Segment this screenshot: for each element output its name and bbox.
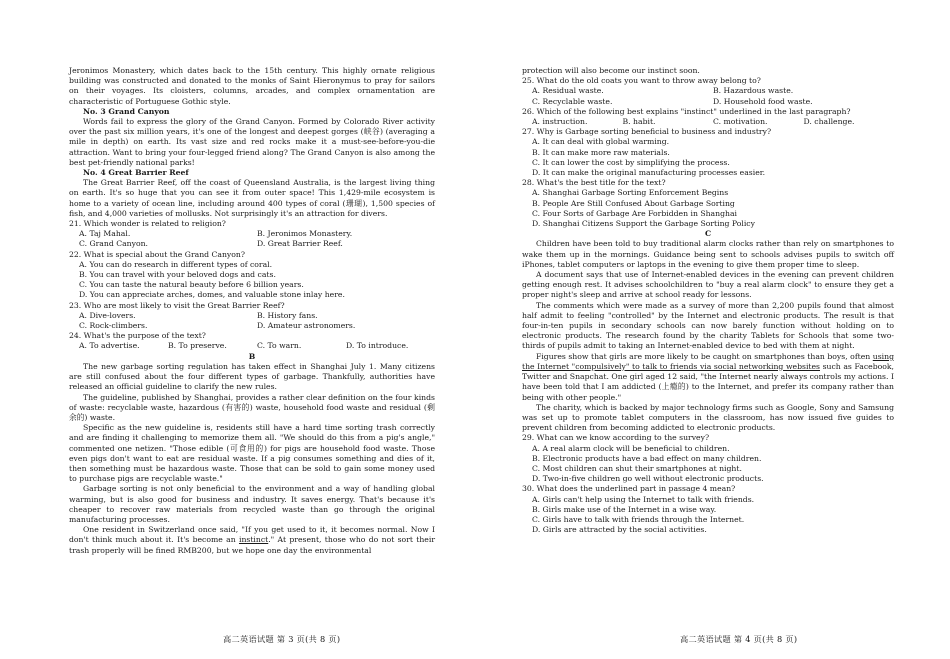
option-30-c: C. Girls have to talk with friends through the Internet. <box>532 514 745 524</box>
passage-b-paragraph-1: The new garbage sorting regulation has taken effect in Shanghai July 1. Many citizens are still confused about the four different types of garbage. Thankfully, authorities have released an official guideline to clarify the new rules. <box>69 361 435 392</box>
question-26: 26. Which of the following best explains "instinct" underlined in the last paragraph? <box>522 106 851 116</box>
option-22-c: C. You can taste the natural beauty before 6 billion years. <box>79 280 304 290</box>
option-26-b: B. habit. <box>622 117 656 127</box>
question-29: 29. What can we know according to the survey? <box>522 433 710 443</box>
paragraph-grand-canyon: Words fail to express the glory of the Grand Canyon. Formed by Colorado River activity over the past six million years, it's one of the longest and deepest gorges (峡谷) (averaging a mile in depth) on earth. Its vast size and red rocks make it a must-see-before-you-die attraction. Want to bring your four-legged friend along? The Grand Canyon is also among the best pet-friendly national parks! <box>69 117 435 167</box>
option-22-a: A. You can do research in different types of coral. <box>79 259 273 269</box>
option-30-a: A. Girls can't help using the Internet to talk with friends. <box>532 494 755 504</box>
passage-c-paragraph-3: The comments which were made as a survey of more than 2,200 pupils found that almost half admit to feeling "controlled" by the Internet and electronic products. The result is that four-in-ten pupils in secondary schools can now barely function without holding on to electronic products. The research found by the charity Tablets for Schools that some two-thirds of pupils admit to taking an Internet-enabled device to bed with them at night. <box>522 300 894 351</box>
passage-c-paragraph-5: The charity, which is backed by major technology firms such as Google, Sony and Samsung was set up to promote tablet computers in the classroom, has now issued five guides to prevent children from becoming addicted to electronic products. <box>522 402 894 433</box>
question-26-options <box>522 117 894 127</box>
question-23-options-row1 <box>69 311 435 321</box>
option-24-d: D. To introduce. <box>346 341 409 351</box>
paragraph-great-barrier-reef: The Great Barrier Reef, off the coast of Queensland Australia, is the largest living thing on earth. It's so huge that you can see it from outer space! This 1,429-mile ecosystem is home to a variety of ocean line, including around 400 types of coral (珊瑚), 1,500 species of fish, and 4,000 varieties of mollusks. Not surprisingly it's an attraction for divers. <box>69 178 435 218</box>
question-21: 21. Which wonder is related to religion? <box>69 219 226 229</box>
question-21-options-row1 <box>69 229 435 239</box>
option-29-d: D. Two-in-five children go well without electronic products. <box>532 474 764 484</box>
option-25-b: B. Hazardous waste. <box>713 86 794 96</box>
question-24-options <box>69 341 435 351</box>
passage-c-paragraph-4-start: Figures show that girls are more likely to be caught on smartphones than boys, often <box>536 351 873 361</box>
passage-c-paragraph-2: A document says that use of Internet-enabled devices in the evening can prevent children getting enough rest. It advises schoolchildren to "buy a real alarm clock" to ensure they get a proper night's sleep and arrive at school ready for lessons. <box>522 270 894 300</box>
option-21-c: C. Grand Canyon. <box>79 239 148 249</box>
question-23: 23. Who are most likely to visit the Great Barrier Reef? <box>69 300 285 310</box>
question-21-options-row2 <box>69 239 435 249</box>
heading-grand-canyon: No. 3 Grand Canyon <box>83 106 170 116</box>
option-23-d: D. Amateur astronomers. <box>257 321 356 331</box>
option-30-d: D. Girls are attracted by the social activities. <box>532 525 707 535</box>
option-25-a: A. Residual waste. <box>532 86 604 96</box>
left-column <box>69 66 435 556</box>
question-30: 30. What does the underlined part in passage 4 mean? <box>522 484 736 494</box>
passage-b-continuation: protection will also become our instinct soon. <box>522 66 700 75</box>
passage-b-paragraph-4: Garbage sorting is not only beneficial to the environment and a way of handling global warming, but is also good for business and industry. It saves energy. That's because it's cheaper to recover raw materials from recycled waste than go through the original manufacturing processes. <box>69 484 435 524</box>
option-26-d: D. challenge. <box>803 117 855 127</box>
option-26-a: A. instruction. <box>532 117 588 127</box>
question-25: 25. What do the old coats you want to throw away belong to? <box>522 76 761 86</box>
option-23-c: C. Rock-climbers. <box>79 321 148 331</box>
option-28-a: A. Shanghai Garbage Sorting Enforcement Begins <box>532 188 729 198</box>
option-24-c: C. To warn. <box>257 341 302 351</box>
question-24: 24. What's the purpose of the text? <box>69 331 206 341</box>
passage-c-paragraph-1: Children have been told to buy traditional alarm clocks rather than rely on smartphones to wake them up in the mornings. Guidance being sent to schools advises pupils to switch off iPhones, tablet computers or laptops in the evening to give them proper time to sleep. <box>522 239 894 269</box>
option-21-d: D. Great Barrier Reef. <box>257 239 343 249</box>
option-30-b: B. Girls make use of the Internet in a wise way. <box>532 504 717 514</box>
question-25-options-row1 <box>522 86 894 96</box>
option-22-d: D. You can appreciate arches, domes, and valuable stone inlay here. <box>79 290 345 300</box>
option-27-b: B. It can make more raw materials. <box>532 147 670 157</box>
passage-b-paragraph-2: The guideline, published by Shanghai, provides a rather clear definition on the four kinds of waste: recyclable waste, hazardous (有害的) waste, household food waste and residual (剩余的) waste. <box>69 392 435 422</box>
passage-c-paragraph-4-end: such as Facebook, Twitter and Snapchat. One girl aged 12 said, "the Internet nearly always controls my actions. I have been told that I am addicted (上瘾的) to the Internet, and prefer its company rather than being with other people." <box>522 361 894 402</box>
option-25-d: D. Household food waste. <box>713 96 813 106</box>
option-24-b: B. To preserve. <box>168 341 227 351</box>
section-c-heading: C <box>704 229 712 239</box>
option-26-c: C. motivation. <box>713 117 768 127</box>
page-footer-right: 高二英语试题 第 4 页(共 8 页) <box>680 634 798 644</box>
passage-b-paragraph-5-end: ." At present, those who do not sort their trash properly will be fined RMB200, but we hope one day the environmental <box>69 535 435 555</box>
passage-b-paragraph-5-start: One resident in Switzerland once said, "If you get used to it, it becomes normal. Now I don't think much about it. It's become an <box>69 525 435 545</box>
option-27-c: C. It can lower the cost by simplifying the process. <box>532 157 730 167</box>
question-23-options-row2 <box>69 321 435 331</box>
heading-great-barrier-reef: No. 4 Great Barrier Reef <box>83 168 189 178</box>
option-21-a: A. Taj Mahal. <box>79 229 131 239</box>
question-27: 27. Why is Garbage sorting beneficial to business and industry? <box>522 127 772 137</box>
underlined-part: using the Internet "compulsively" to talk to friends via social networking websites <box>522 351 894 371</box>
option-22-b: B. You can travel with your beloved dogs and cats. <box>79 270 276 280</box>
option-29-a: A. A real alarm clock will be beneficial to children. <box>532 443 730 453</box>
option-27-d: D. It can make the original manufacturing processes easier. <box>532 168 766 178</box>
option-29-b: B. Electronic products have a bad effect on many children. <box>532 453 762 463</box>
option-28-b: B. People Are Still Confused About Garbage Sorting <box>532 198 735 208</box>
passage-b-paragraph-3: Specific as the new guideline is, residents still have a hard time sorting trash correctly and are finding it challenging to memorize them all. "We should do this from a pig's angle," commented one netizen. "Those edible (可食用的) for pigs are household food waste. Those even pigs don't want to eat are residual waste. If a pig consumes something and dies of it, then something must be hazardous waste. Those that can be sold to gain some money used to purchase pigs are recyclable waste." <box>69 423 435 484</box>
passage-a-intro: Jeronimos Monastery, which dates back to the 15th century. This highly ornate religious building was constructed and donated to the monks of Saint Hieronymus to pray for sailors on their voyages. Its cloisters, columns, arcades, and complex ornamentation are characteristic of Portuguese Gothic style. <box>69 66 435 106</box>
question-28: 28. What's the best title for the text? <box>522 178 666 188</box>
question-25-options-row2 <box>522 97 894 107</box>
option-25-c: C. Recyclable waste. <box>532 96 613 106</box>
underlined-instinct: instinct <box>238 535 269 545</box>
option-27-a: A. It can deal with global warming. <box>532 137 670 147</box>
option-23-a: A. Dive-lovers. <box>79 310 136 320</box>
option-28-d: D. Shanghai Citizens Support the Garbage Sorting Policy <box>532 219 755 229</box>
option-28-c: C. Four Sorts of Garbage Are Forbidden in Shanghai <box>532 208 738 218</box>
right-column <box>522 66 894 535</box>
passage-b-paragraph-5 <box>69 525 435 556</box>
question-22: 22. What is special about the Grand Canyon? <box>69 249 245 259</box>
passage-c-paragraph-4 <box>522 352 894 403</box>
option-29-c: C. Most children can shut their smartphones at night. <box>532 463 742 473</box>
option-24-a: A. To advertise. <box>79 341 140 351</box>
section-b-heading: B <box>248 351 256 361</box>
option-23-b: B. History fans. <box>257 310 318 320</box>
option-21-b: B. Jeronimos Monastery. <box>257 229 353 239</box>
page-footer-left: 高二英语试题 第 3 页(共 8 页) <box>223 634 341 644</box>
